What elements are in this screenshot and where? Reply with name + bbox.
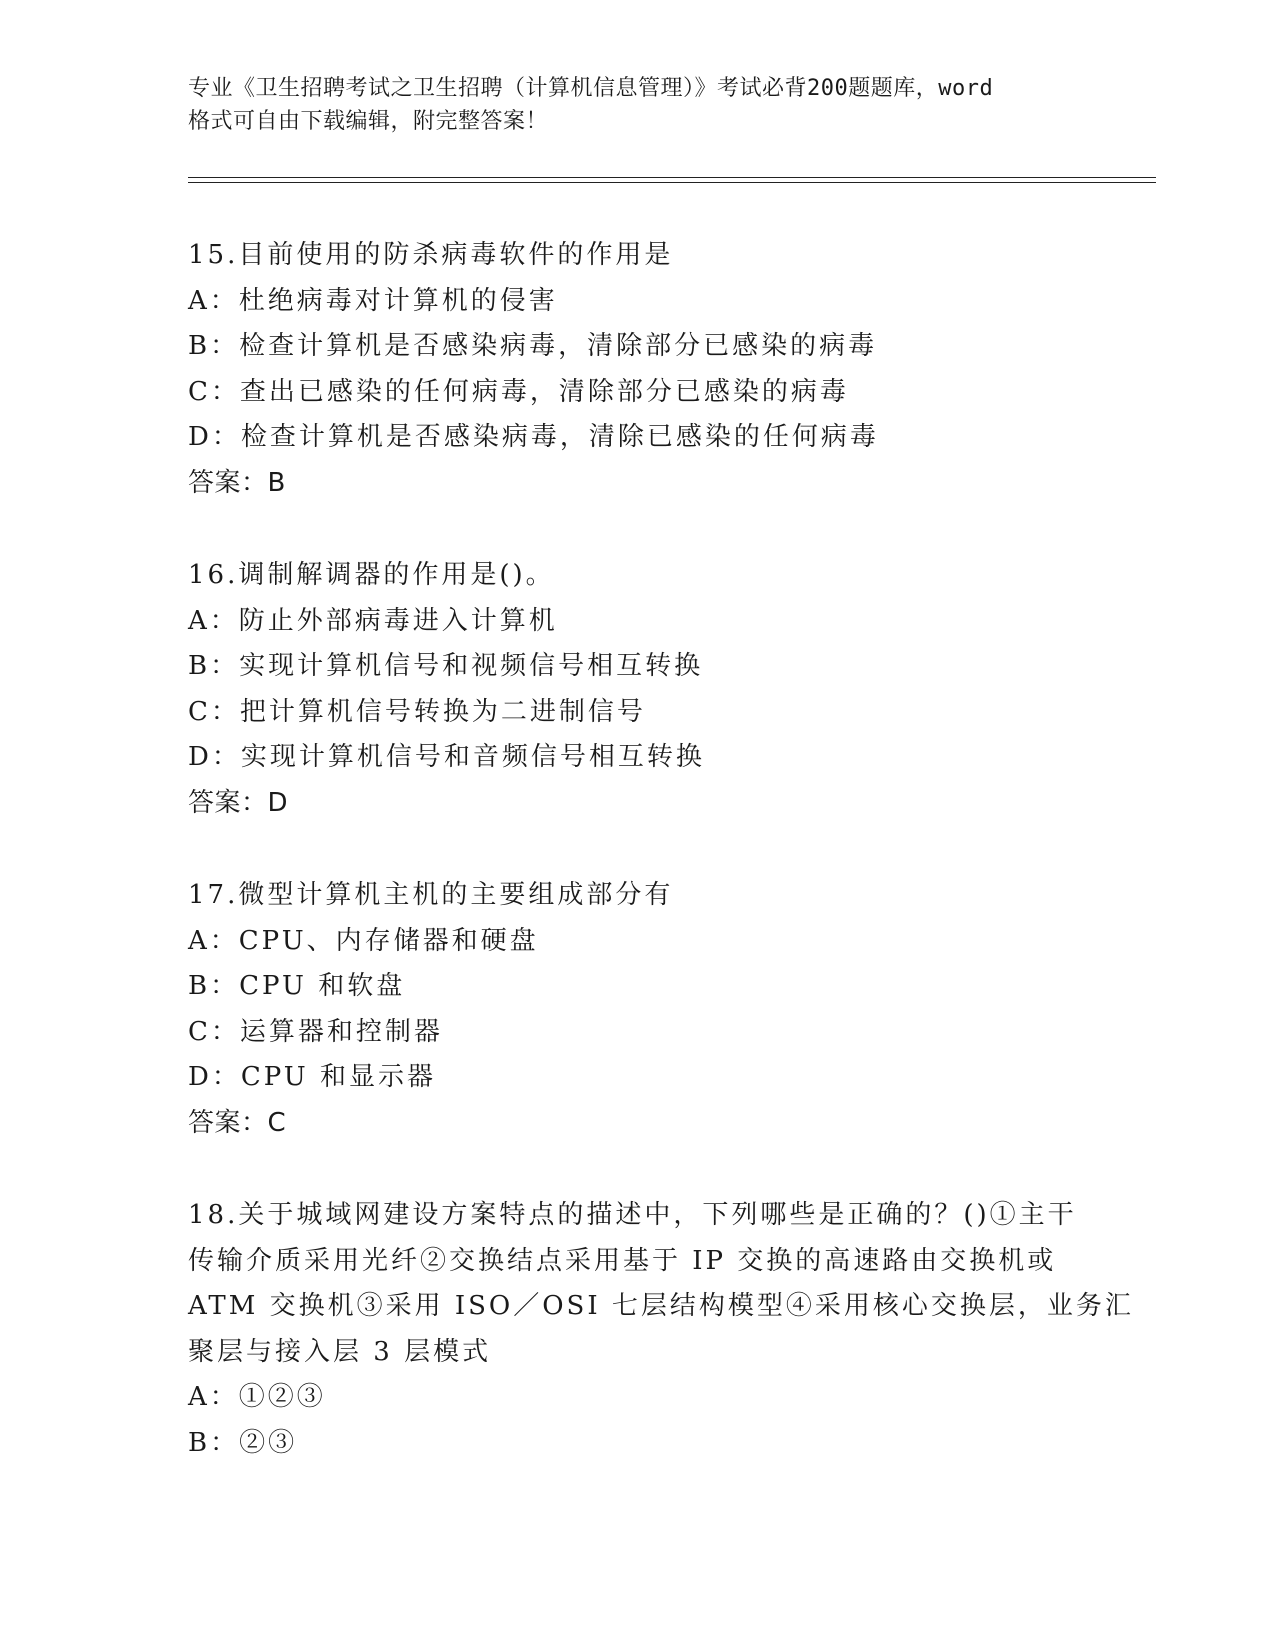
question-stem-line-2: 传输介质采用光纤②交换结点采用基于 IP 交换的高速路由交换机或 — [188, 1245, 1057, 1276]
question-18 — [188, 1193, 1134, 1466]
question-stem-line-1: 18.关于城域网建设方案特点的描述中，下列哪些是正确的？()①主干 — [188, 1200, 1077, 1230]
option-d: D：检查计算机是否感染病毒，清除已感染的任何病毒 — [188, 422, 879, 452]
question-stem-line-3: ATM 交换机③采用 ISO／OSI 七层结构模型④采用核心交换层，业务汇 — [188, 1291, 1134, 1321]
option-c: C：查出已感染的任何病毒，清除部分已感染的病毒 — [188, 376, 849, 407]
option-a: A：杜绝病毒对计算机的侵害 — [188, 285, 558, 316]
option-d: D：实现计算机信号和音频信号相互转换 — [188, 742, 705, 772]
answer-label: 答案：C — [188, 1107, 287, 1138]
question-16 — [188, 553, 1088, 826]
option-b: B：检查计算机是否感染病毒，清除部分已感染的病毒 — [188, 331, 878, 361]
header-divider-bottom — [188, 182, 1156, 183]
answer-label: 答案：B — [188, 467, 286, 498]
option-b: B：CPU 和软盘 — [188, 971, 406, 1001]
header-divider-top — [188, 177, 1156, 178]
option-b: B：实现计算机信号和视频信号相互转换 — [188, 651, 704, 681]
question-17 — [188, 873, 1088, 1146]
option-b: B：②③ — [188, 1427, 298, 1458]
option-a: A：①②③ — [188, 1382, 326, 1412]
question-stem: 17.微型计算机主机的主要组成部分有 — [188, 880, 674, 910]
option-c: C：运算器和控制器 — [188, 1016, 443, 1047]
option-a: A：防止外部病毒进入计算机 — [188, 605, 558, 636]
answer-label: 答案：D — [188, 787, 289, 818]
question-stem-line-4: 聚层与接入层 3 层模式 — [188, 1336, 492, 1367]
header-line-1: 专业《卫生招聘考试之卫生招聘（计算机信息管理）》考试必背200题题库，word — [188, 76, 994, 101]
question-stem: 15.目前使用的防杀病毒软件的作用是 — [188, 240, 674, 270]
question-stem: 16.调制解调器的作用是()。 — [188, 560, 555, 590]
option-c: C：把计算机信号转换为二进制信号 — [188, 696, 646, 727]
header-line-2: 格式可自由下载编辑，附完整答案！ — [188, 109, 549, 134]
question-15 — [188, 233, 1088, 506]
document-header — [188, 72, 1088, 138]
option-a: A：CPU、内存储器和硬盘 — [188, 925, 539, 956]
option-d: D：CPU 和显示器 — [188, 1062, 436, 1092]
